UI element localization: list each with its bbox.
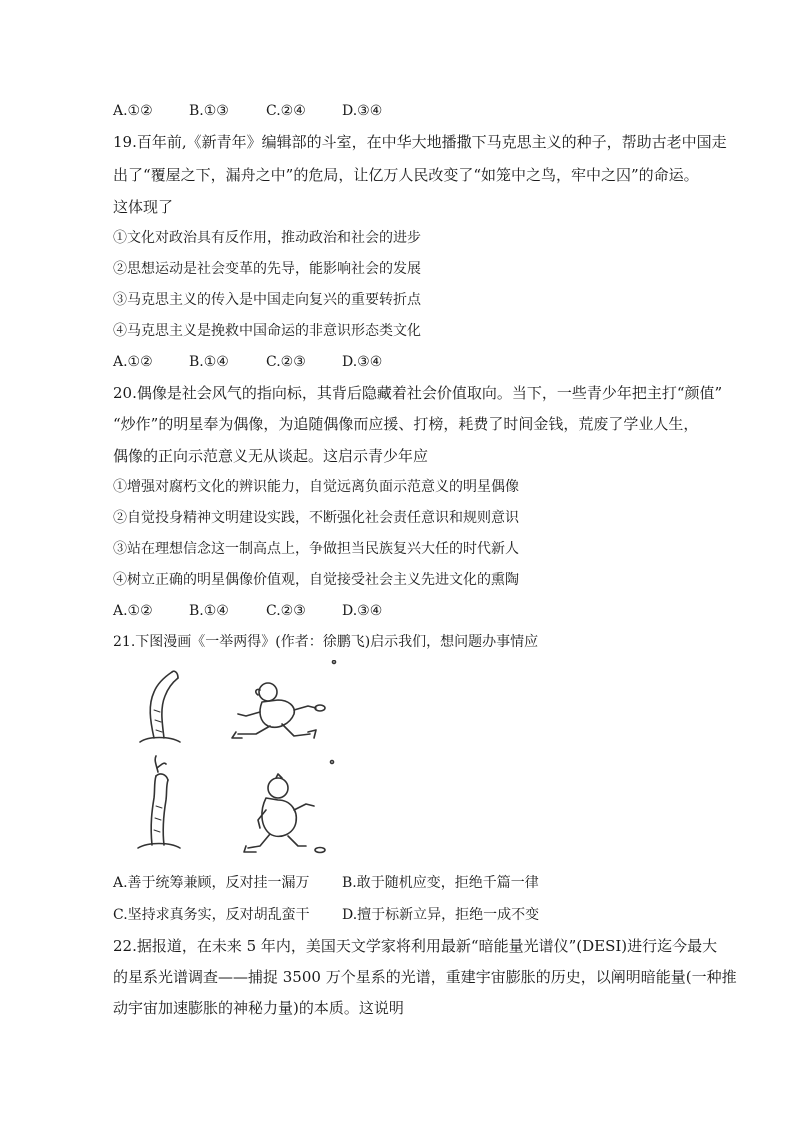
q20-option-d[interactable]: D.③④ xyxy=(342,603,383,619)
q18-option-b[interactable]: B.①③ xyxy=(189,103,229,119)
crouching-man-bottom xyxy=(244,774,325,853)
q19-stem-line-3: 这体现了 xyxy=(113,198,174,216)
q22-stem-line-1: 22.据报道，在未来 5 年内，美国天文学家将利用最新“暗能量光谱仪”(DESI)进行迄今最大 xyxy=(113,937,718,955)
q20-statement-3: ③站在理想信念这一制高点上，争做担当民族复兴大任的时代新人 xyxy=(113,541,519,557)
q19-statement-2: ②思想运动是社会变革的先导，能影响社会的发展 xyxy=(113,261,421,277)
q18-option-c[interactable]: C.②④ xyxy=(266,103,306,119)
bent-tree-top xyxy=(140,671,180,742)
q19-option-a[interactable]: A.①② xyxy=(113,354,153,370)
q20-statement-1: ①增强对腐朽文化的辨识能力，自觉远离负面示范意义的明星偶像 xyxy=(113,479,519,495)
q19-stem-line-1: 19.百年前,《新青年》编辑部的斗室，在中华大地播撒下马克思主义的种子，帮助古老中国走 xyxy=(113,133,727,151)
q20-option-b[interactable]: B.①④ xyxy=(189,603,229,619)
q21-option-d[interactable]: D.擅于标新立异，拒绝一成不变 xyxy=(342,907,540,923)
q20-statement-4: ④树立正确的明星偶像价值观，自觉接受社会主义先进文化的熏陶 xyxy=(113,572,519,588)
q19-statement-1: ①文化对政治具有反作用，推动政治和社会的进步 xyxy=(113,230,421,246)
q22-stem-line-2: 的星系光谱调查——捕捉 3500 万个星系的光谱，重建宇宙膨胀的历史，以阐明暗能量(一种推 xyxy=(113,968,737,986)
q20-option-c[interactable]: C.②③ xyxy=(266,603,306,619)
q20-stem-line-3: 偶像的正向示范意义无从谈起。这启示青少年应 xyxy=(113,447,429,465)
q20-stem-line-2: “炒作”的明星奉为偶像，为追随偶像而应援、打榜，耗费了时间金钱，荒废了学业人生， xyxy=(113,415,699,433)
q19-statement-4: ④马克思主义是挽救中国命运的非意识形态类文化 xyxy=(113,323,421,339)
q21-option-c[interactable]: C.坚持求真务实，反对胡乱蛮干 xyxy=(113,907,310,923)
q22-stem-line-3: 动宇宙加速膨胀的神秘力量)的本质。这说明 xyxy=(113,999,404,1017)
q18-option-d[interactable]: D.③④ xyxy=(342,103,383,119)
q19-stem-line-2: 出了“覆屋之下，漏舟之中”的危局，让亿万人民改变了“如笼中之鸟，牢中之囚”的命运。 xyxy=(113,166,699,184)
q19-option-c[interactable]: C.②③ xyxy=(266,354,306,370)
q20-stem-line-1: 20.偶像是社会风气的指向标，其背后隐藏着社会价值取向。当下，一些青少年把主打“颜值” xyxy=(113,384,723,402)
q20-option-a[interactable]: A.①② xyxy=(113,603,153,619)
running-man-top xyxy=(232,683,325,738)
q19-statement-3: ③马克思主义的传入是中国走向复兴的重要转折点 xyxy=(113,292,421,308)
cartoon-image xyxy=(110,660,350,865)
q21-stem: 21.下图漫画《一举两得》(作者：徐鹏飞)启示我们，想问题办事情应 xyxy=(113,634,539,650)
broken-tree-bottom xyxy=(138,756,180,848)
q21-option-b[interactable]: B.敢于随机应变，拒绝千篇一律 xyxy=(342,875,539,891)
q20-statement-2: ②自觉投身精神文明建设实践，不断强化社会责任意识和规则意识 xyxy=(113,510,519,526)
q19-option-d[interactable]: D.③④ xyxy=(342,354,383,370)
q19-option-b[interactable]: B.①④ xyxy=(189,354,229,370)
q18-option-a[interactable]: A.①② xyxy=(113,103,153,119)
q21-option-a[interactable]: A.善于统筹兼顾，反对挂一漏万 xyxy=(113,875,310,891)
